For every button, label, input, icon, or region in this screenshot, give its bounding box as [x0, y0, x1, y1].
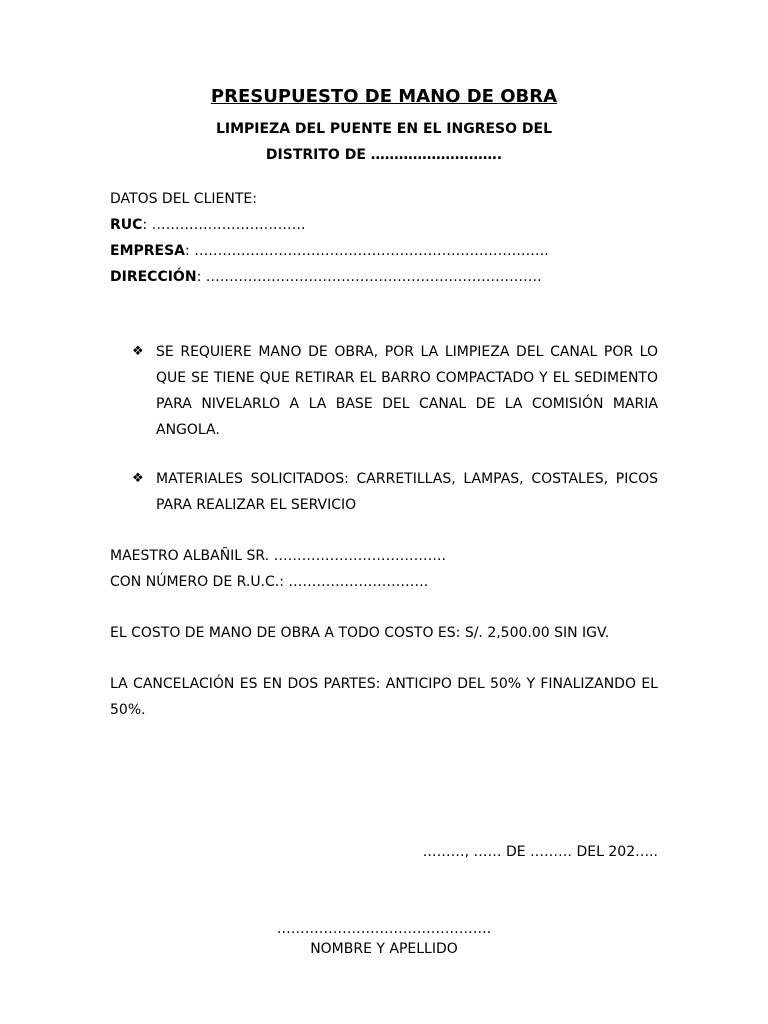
signature-line: ……………………………………….: [276, 921, 492, 937]
bullet-text-requirement: SE REQUIERE MANO DE OBRA, POR LA LIMPIEZA DEL CANAL POR LO QUE SE TIENE QUE RETIRAR EL BARRO COMPACTADO Y EL SEDIMENTO PARA NIVELARLO A LA BASE DEL CANAL DE LA COMISIÓN MARIA ANGOLA.: [156, 344, 658, 438]
payment-paragraph: LA CANCELACIÓN ES EN DOS PARTES: ANTICIPO DEL 50% Y FINALIZANDO EL 50%.: [110, 676, 658, 718]
client-direccion-value: : ………………………………………………………………: [196, 269, 542, 285]
client-ruc-line: [110, 216, 306, 234]
document-subtitle-line2: DISTRITO DE ……………………….: [265, 147, 503, 163]
client-ruc-label: RUC: [110, 217, 143, 233]
diamond-bullet-icon: ❖: [132, 471, 144, 486]
client-empresa-label: EMPRESA: [110, 243, 186, 259]
diamond-bullet-icon: ❖: [132, 344, 144, 359]
contractor-maestro-line: MAESTRO ALBAÑIL SR. ……………………………….: [110, 548, 447, 564]
document-title: [0, 86, 768, 108]
client-direccion-label: DIRECCIÓN: [110, 269, 197, 285]
cost-paragraph: EL COSTO DE MANO DE OBRA A TODO COSTO ES: S/. 2,500.00 SIN IGV.: [110, 625, 610, 641]
signature-name-label: NOMBRE Y APELLIDO: [310, 941, 458, 957]
contractor-ruc-line: CON NÚMERO DE R.U.C.: …………………………: [110, 574, 429, 590]
client-direccion-line: [110, 268, 542, 286]
bullet-item-materials: [132, 466, 658, 518]
document-subtitle-line1: LIMPIEZA DEL PUENTE EN EL INGRESO DEL: [215, 121, 553, 137]
document-title-text: PRESUPUESTO DE MANO DE OBRA: [210, 86, 558, 107]
date-line: ………, …… DE ……… DEL 202…..: [422, 844, 658, 860]
client-empresa-line: [110, 242, 549, 260]
client-empresa-value: : ………………………………………………………………….: [185, 243, 549, 259]
client-ruc-value: : ……………………………: [142, 217, 306, 233]
client-data-heading: DATOS DEL CLIENTE:: [110, 191, 257, 207]
bullet-text-materials: MATERIALES SOLICITADOS: CARRETILLAS, LAMPAS, COSTALES, PICOS PARA REALIZAR EL SERVICIO: [156, 471, 658, 513]
bullet-item-requirement: [132, 339, 658, 443]
